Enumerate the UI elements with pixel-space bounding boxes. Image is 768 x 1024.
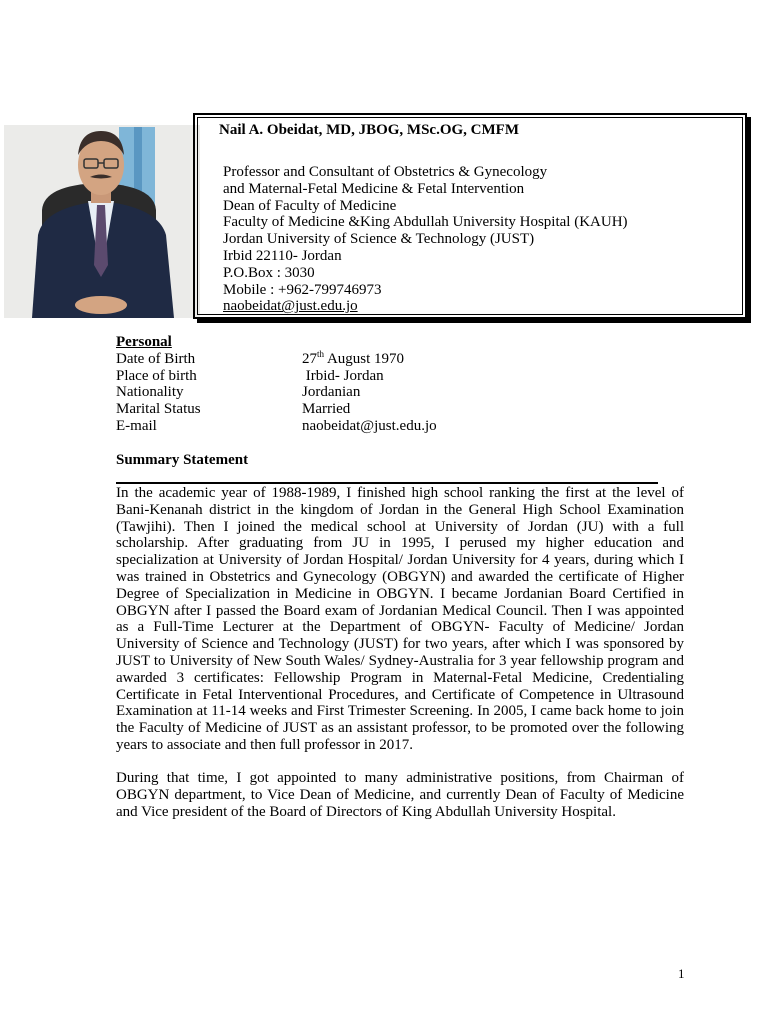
pob-value: Irbid- Jordan (302, 367, 384, 384)
candidate-name: Nail A. Obeidat, MD, JBOG, MSc.OG, CMFM (219, 122, 519, 138)
summary-heading: Summary Statement (116, 452, 249, 468)
summary-paragraph-2: During that time, I got appointed to many administrative positions, from Chairman of OBGYN department, to Vice Dean of Medicine, and currently Dean of Faculty of Medicine and Vice president of the Board of Directors of King Abdullah University Hospital. (116, 770, 684, 820)
section-divider (116, 482, 658, 484)
email-link[interactable]: naobeidat@just.edu.jo (223, 298, 358, 315)
marital-row (116, 401, 437, 418)
mobile-line: Mobile : +962-799746973 (223, 281, 382, 298)
summary-paragraph-1: In the academic year of 1988-1989, I finished high school ranking the first at the level of Bani-Kenanah district in the kingdom of Jordan in the General High School Examination (Tawjihi). Then I joined the medical school at University of Jordan (JU) with a full scholarship. After graduating from JU in 1995, I perused my higher education and specialization at University of Jordan Hospital/ Jordan University for 4 years, during which I was trained in Obstetrics and Gynecology (OBGYN) and awarded the certificate of Higher Degree of Specialization in Medicine in OBGYN. I became Jordanian Board Certified in OBGYN after I passed the Board exam of Jordanian Medical Council. Then I was appointed as a Full-Time Lecturer at the Department of OBGYN- Faculty of Medicine/ Jordan University of Science and Technology (JUST) for two years, after which I was sponsored by JUST to University of New South Wales/ Sydney-Australia for 3 year fellowship program and awarded 3 certificates: Fellowship Program in Maternal-Fetal Medicine, Credentialing Certificate in Fetal Interventional Procedures, and Certificate of Competence in Ultrasound Examination at 11-14 weeks and First Trimester Screening. In 2005, I came back home to join the Faculty of Medicine of JUST as an assistant professor, to be promoted over the following years to associate and then full professor in 2017. (116, 485, 684, 753)
nationality-row (116, 384, 437, 401)
email-row (116, 418, 437, 435)
personal-heading: Personal (116, 334, 172, 350)
header-box (193, 113, 747, 319)
dob-row (116, 348, 437, 368)
page-number: 1 (678, 966, 685, 981)
header-box-inner (197, 117, 743, 315)
dob-label: Date of Birth (116, 350, 196, 367)
dob-value: 27th August 1970 (302, 348, 405, 367)
email-value: naobeidat@just.edu.jo (302, 417, 437, 434)
pob-row (116, 368, 437, 385)
institution-line: Faculty of Medicine &King Abdullah University Hospital (KAUH) (223, 214, 628, 231)
marital-value: Married (302, 401, 351, 418)
marital-label: Marital Status (116, 401, 201, 418)
position-line: Dean of Faculty of Medicine (223, 197, 397, 214)
nationality-value: Jordanian (302, 384, 361, 401)
title-line: Professor and Consultant of Obstetrics & Gynecology (223, 164, 548, 180)
title-line: and Maternal-Fetal Medicine & Fetal Intervention (223, 180, 525, 197)
personal-section (116, 334, 437, 435)
portrait-photo (4, 125, 200, 318)
email-label: E-mail (116, 417, 157, 434)
city-line: Irbid 22110- Jordan (223, 247, 342, 264)
contact-block (223, 164, 628, 315)
po-box-line: P.O.Box : 3030 (223, 264, 315, 281)
pob-label: Place of birth (116, 367, 197, 384)
nationality-label: Nationality (116, 384, 184, 401)
university-line: Jordan University of Science & Technology (JUST) (223, 231, 535, 248)
